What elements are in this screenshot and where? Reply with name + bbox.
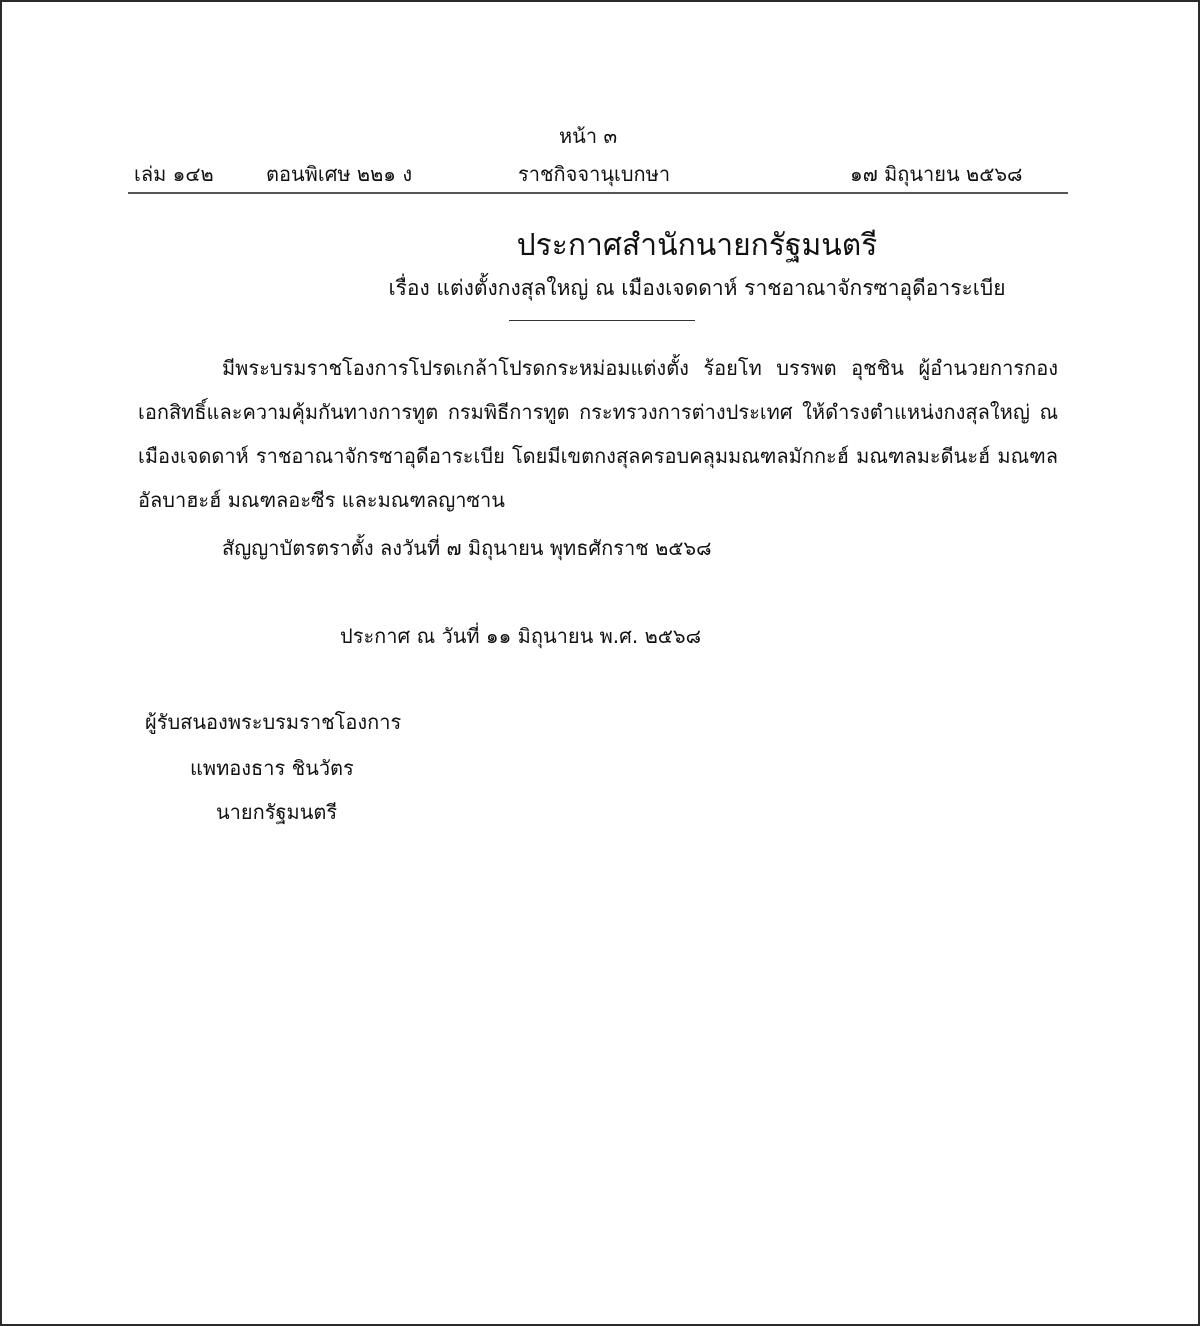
signatory-position: นายกรัฐมนตรี [216,800,338,824]
appointment-date: สัญญาบัตรตราตั้ง ลงวันที่ ๗ มิถุนายน พุทธศักราช ๒๕๖๘ [222,536,712,560]
page-number: หน้า ๓ [559,124,618,148]
announcement-body: มีพระบรมราชโองการโปรดเกล้าโปรดกระหม่อมแต่งตั้ง ร้อยโท บรรพต อุชชิน ผู้อำนวยการกองเอกสิทธิ์และความคุ้มกันทางการทูต กรมพิธีการทูต กระทรวงการต่างประเทศ ให้ดำรงตำแหน่งกงสุลใหญ่ ณ เมืองเจดดาห์ ราชอาณาจักรซาอุดีอาระเบีย โดยมีเขตกงสุลครอบคลุมมณฑลมักกะฮ์ มณฑลมะดีนะฮ์ มณฑลอัลบาฮะฮ์ มณฑลอะซีร และมณฑลญาซาน [138,356,1058,512]
announcement-date: ประกาศ ณ วันที่ ๑๑ มิถุนายน พ.ศ. ๒๕๖๘ [340,624,702,648]
announcement-subject: เรื่อง แต่งตั้งกงสุลใหญ่ ณ เมืองเจดดาห์ ราชอาณาจักรซาอุดีอาระเบีย [388,276,1006,300]
signatory-name: แพทองธาร ชินวัตร [190,756,354,780]
publication-date: ๑๗ มิถุนายน ๒๕๖๘ [850,162,1023,186]
section-number: ตอนพิเศษ ๒๒๑ ง [266,162,413,186]
announcement-title: ประกาศสำนักนายกรัฐมนตรี [516,228,878,263]
publication-name: ราชกิจจานุเบกษา [518,162,671,186]
title-divider [509,320,695,321]
volume-number: เล่ม ๑๔๒ [134,162,214,186]
countersigner-role: ผู้รับสนองพระบรมราชโองการ [145,710,402,734]
header-divider [128,192,1068,194]
